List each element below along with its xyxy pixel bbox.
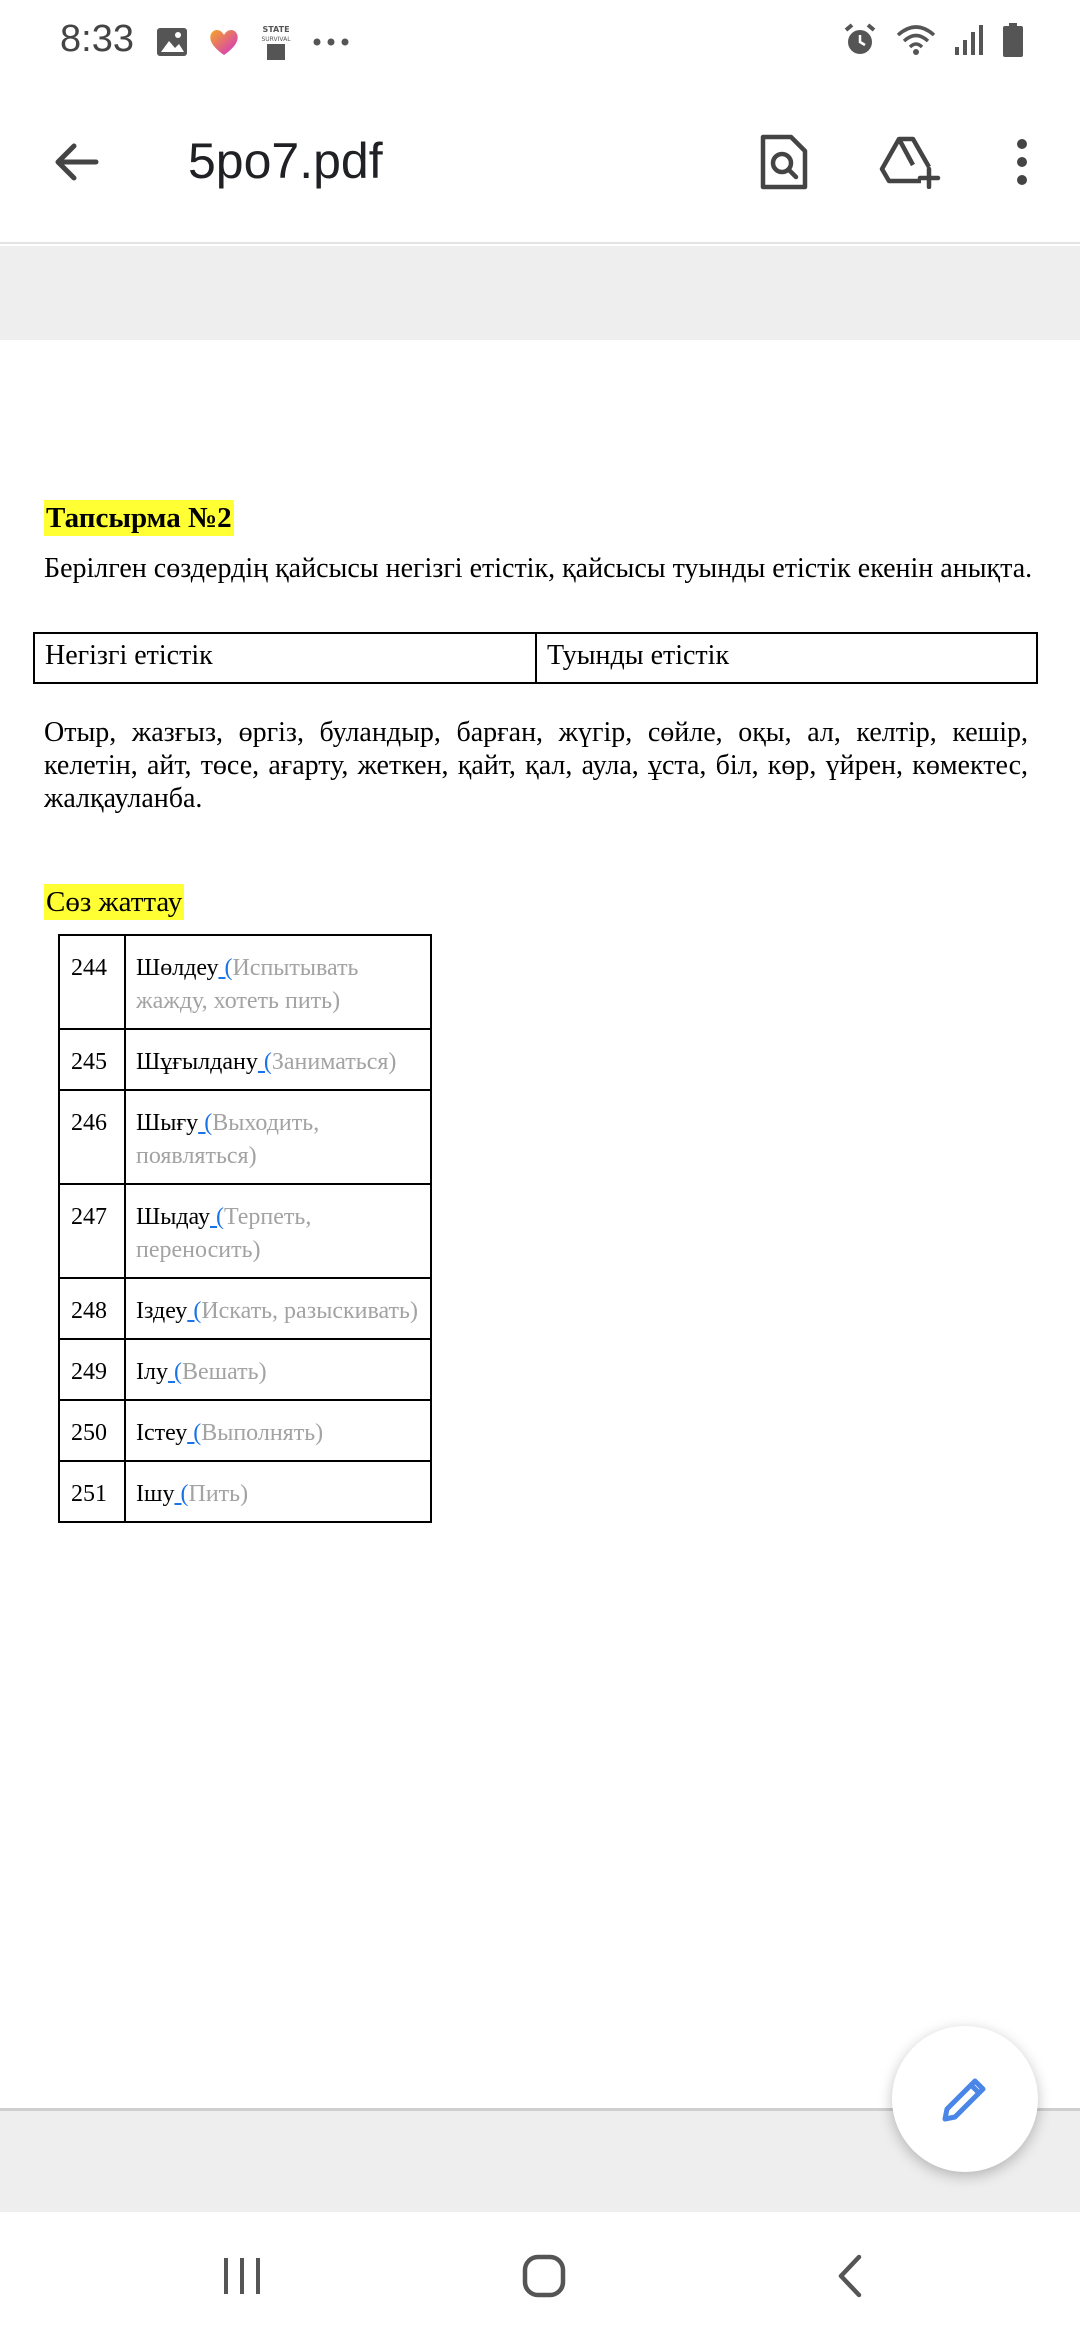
vocab-row	[59, 1029, 431, 1090]
system-nav-bar	[0, 2212, 1080, 2340]
vocab-paren: (	[209, 1204, 224, 1230]
pdf-page	[0, 340, 1080, 2108]
vocab-word: Ілу	[136, 1359, 168, 1385]
vocab-row	[59, 1339, 431, 1400]
vocab-paren: (	[198, 1110, 213, 1136]
vocab-entry	[125, 1461, 431, 1522]
state-of-survival-icon	[259, 22, 293, 62]
vocab-paren: (	[167, 1359, 182, 1385]
task-heading: Тапсырма №2	[46, 502, 232, 534]
vocab-entry	[125, 1029, 431, 1090]
vocab-row	[59, 935, 431, 1029]
vocab-translation: Пить)	[188, 1481, 249, 1507]
vocab-paren: (	[174, 1481, 189, 1507]
vocab-translation: Заниматься)	[271, 1049, 397, 1075]
back-nav-icon	[835, 2253, 865, 2299]
vocab-translation: Искать, разыскивать)	[201, 1298, 418, 1324]
add-to-drive-icon	[879, 135, 941, 189]
document-title: 5po7.pdf	[188, 133, 383, 189]
vocab-word: Ішу	[136, 1481, 175, 1507]
status-notification-icons	[155, 22, 351, 62]
vocab-number: 245	[59, 1029, 125, 1090]
vocab-entry	[125, 1400, 431, 1461]
vocab-word: Істеу	[136, 1420, 188, 1446]
vocab-number: 250	[59, 1400, 125, 1461]
vocab-word: Шығу	[136, 1110, 199, 1136]
edit-fab-button[interactable]	[892, 2026, 1038, 2172]
vocab-row	[59, 1400, 431, 1461]
vocab-entry	[125, 1278, 431, 1339]
vocab-row	[59, 1090, 431, 1184]
vocab-number: 248	[59, 1278, 125, 1339]
vocab-table	[58, 934, 432, 1523]
vocab-translation: Терпеть, переносить)	[136, 1204, 312, 1263]
verb-table-col1: Негізгі етістік	[35, 634, 537, 682]
task-instruction: Берілген сөздердің қайсысы негізгі етістік, қайсысы туынды етістік екенін анықта.	[44, 553, 1033, 584]
back-nav-button[interactable]	[800, 2236, 900, 2316]
alarm-icon	[842, 22, 878, 58]
back-button[interactable]	[40, 126, 112, 198]
vocab-paren: (	[187, 1298, 202, 1324]
app-bar	[0, 84, 1080, 244]
vocab-word: Іздеу	[136, 1298, 188, 1324]
status-bar	[0, 0, 1080, 84]
home-button[interactable]	[494, 2236, 594, 2316]
vocab-row	[59, 1184, 431, 1278]
verb-table-col2: Туынды етістік	[547, 640, 730, 671]
svg-text:SURVIVAL: SURVIVAL	[261, 36, 291, 43]
status-time: 8:33	[60, 18, 134, 60]
more-options-button[interactable]	[982, 122, 1062, 202]
signal-icon	[954, 23, 984, 57]
vocab-entry	[125, 935, 431, 1029]
vocab-entry	[125, 1090, 431, 1184]
heart-app-icon	[207, 25, 241, 59]
vocab-translation: Испытывать жажду, хотеть пить)	[136, 955, 359, 1014]
vocab-paren: (	[187, 1420, 202, 1446]
recent-apps-icon	[220, 2256, 264, 2296]
status-system-icons	[842, 22, 1024, 58]
wifi-icon	[896, 23, 936, 57]
find-in-document-icon	[759, 133, 809, 191]
vocab-entry	[125, 1184, 431, 1278]
battery-icon	[1002, 22, 1024, 58]
vocab-number: 251	[59, 1461, 125, 1522]
more-notifications-icon	[311, 32, 351, 52]
vocab-number: 249	[59, 1339, 125, 1400]
vocab-heading: Сөз жаттау	[46, 886, 183, 918]
vocab-number: 246	[59, 1090, 125, 1184]
vocab-word: Шұғылдану	[136, 1049, 258, 1075]
vocab-number: 247	[59, 1184, 125, 1278]
vocab-word: Шөлдеу	[136, 955, 219, 981]
vocab-translation: Выполнять)	[201, 1420, 324, 1446]
arrow-back-icon	[50, 136, 102, 188]
edit-pencil-icon	[937, 2071, 993, 2127]
add-to-drive-button[interactable]	[870, 122, 950, 202]
vocab-translation: Вешать)	[181, 1359, 267, 1385]
recent-apps-button[interactable]	[192, 2236, 292, 2316]
svg-text:STATE: STATE	[262, 25, 290, 34]
vocab-translation: Выходить, появляться)	[136, 1110, 320, 1169]
home-icon	[521, 2253, 567, 2299]
vocab-entry	[125, 1339, 431, 1400]
page-gap-top	[0, 246, 1080, 340]
find-in-document-button[interactable]	[744, 122, 824, 202]
image-icon	[155, 25, 189, 59]
vocab-number: 244	[59, 935, 125, 1029]
more-options-icon	[1012, 136, 1032, 188]
vocab-word: Шыдау	[136, 1204, 210, 1230]
vocab-row	[59, 1278, 431, 1339]
word-list: Отыр, жазғыз, өргіз, буландыр, барған, жүгір, сөйле, оқы, ал, келтір, кешір, келетін, айт, төсе, ағарту, жеткен, қайт, қал, аула, ұста, біл, көр, үйрен, көмектес, жалқауланба.	[44, 717, 1028, 814]
vocab-paren: (	[257, 1049, 272, 1075]
verb-type-table	[33, 632, 1038, 684]
vocab-row	[59, 1461, 431, 1522]
vocab-paren: (	[218, 955, 233, 981]
